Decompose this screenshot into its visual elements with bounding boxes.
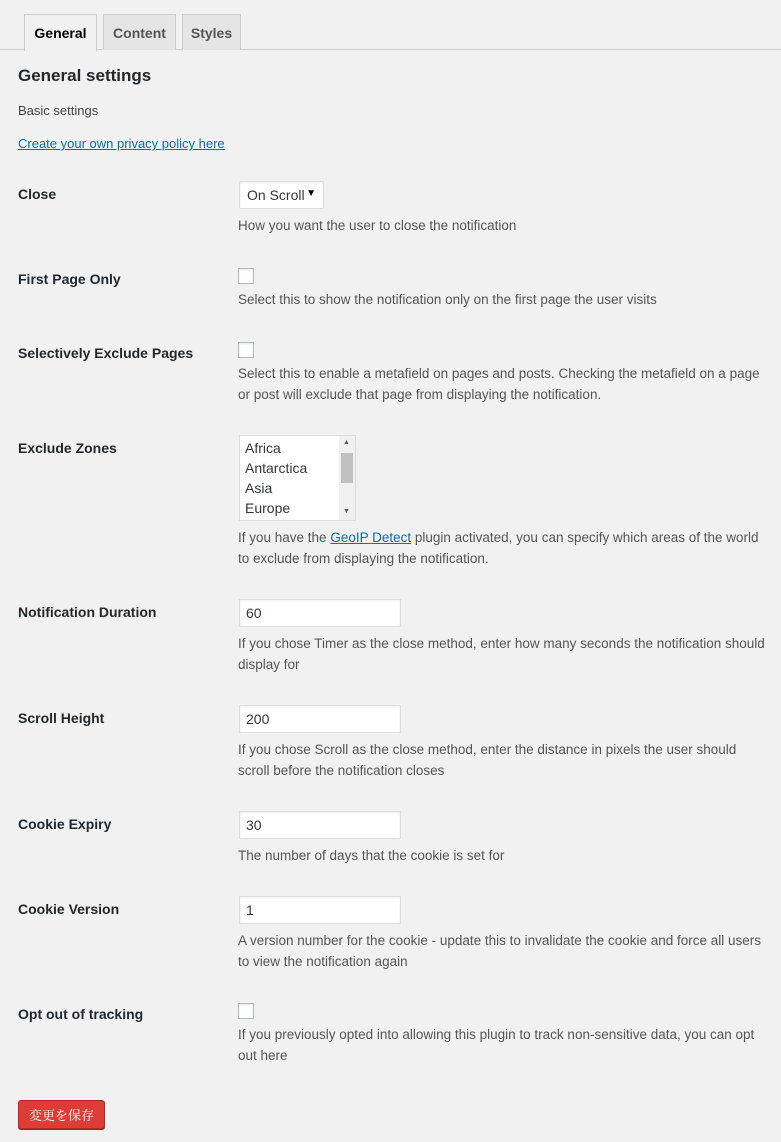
tab-general[interactable]: General (24, 14, 97, 51)
cookie-expiry-description: The number of days that the cookie is set for (238, 848, 505, 863)
geoip-detect-link[interactable]: GeoIP Detect (330, 530, 412, 545)
close-description: How you want the user to close the notification (238, 218, 517, 233)
first-page-only-checkbox[interactable] (238, 268, 254, 284)
cookie-expiry-input[interactable]: 30 (239, 811, 401, 839)
notification-duration-input[interactable]: 60 (239, 599, 401, 627)
first-page-only-label: First Page Only (18, 271, 121, 287)
exclude-pages-label: Selectively Exclude Pages (18, 345, 194, 361)
privacy-policy-link[interactable]: Create your own privacy policy here (18, 136, 225, 151)
zone-option[interactable]: Antarctica (245, 460, 308, 476)
cookie-version-label: Cookie Version (18, 901, 120, 917)
scroll-thumb[interactable] (341, 453, 353, 483)
opt-out-label: Opt out of tracking (18, 1006, 144, 1022)
dropdown-arrow-icon: ▼ (306, 188, 316, 199)
settings-tabs (0, 0, 781, 50)
zone-option[interactable]: Europe (245, 500, 291, 516)
opt-out-description: If you previously opted into allowing this plugin to track non-sensitive data, you can opt out here (238, 1027, 755, 1063)
section-description: Basic settings (18, 103, 99, 118)
zone-option[interactable]: Asia (245, 480, 273, 496)
page-title: General settings (18, 66, 152, 85)
exclude-zones-description: If you have the GeoIP Detect plugin activated, you can specify which areas of the world to exclude from displaying the notification. (238, 530, 759, 566)
close-method-select[interactable] (239, 181, 324, 209)
scroll-height-description: If you chose Scroll as the close method, enter the distance in pixels the user should scroll before the notification closes (238, 742, 737, 778)
save-changes-button[interactable]: 変更を保存 (18, 1100, 105, 1129)
first-page-only-description: Select this to show the notification only on the first page the user visits (238, 292, 657, 307)
exclude-zones-listbox[interactable] (239, 435, 356, 521)
cookie-version-input[interactable]: 1 (239, 896, 401, 924)
exclude-pages-checkbox[interactable] (238, 342, 254, 358)
exclude-pages-description: Select this to enable a metafield on pages and posts. Checking the metafield on a page or post will exclude that page from displaying the notification. (238, 366, 760, 402)
exclude-zones-label: Exclude Zones (18, 440, 117, 456)
scroll-up-icon[interactable]: ▲ (343, 439, 350, 446)
notification-duration-description: If you chose Timer as the close method, enter how many seconds the notification should display for (238, 636, 765, 672)
tab-styles[interactable]: Styles (182, 14, 241, 50)
cookie-expiry-label: Cookie Expiry (18, 816, 112, 832)
scroll-height-input[interactable]: 200 (239, 705, 401, 733)
cookie-version-description: A version number for the cookie - update this to invalidate the cookie and force all users to view the notification again (238, 933, 762, 969)
scroll-down-icon[interactable]: ▼ (343, 508, 350, 515)
scroll-height-label: Scroll Height (18, 710, 105, 726)
zone-option[interactable]: Africa (245, 440, 281, 456)
listbox-scrollbar[interactable] (339, 436, 355, 520)
tab-content[interactable]: Content (103, 14, 176, 50)
close-label: Close (18, 186, 57, 202)
notification-duration-label: Notification Duration (18, 604, 157, 620)
opt-out-checkbox[interactable] (238, 1003, 254, 1019)
close-method-value: On Scroll (247, 187, 305, 203)
